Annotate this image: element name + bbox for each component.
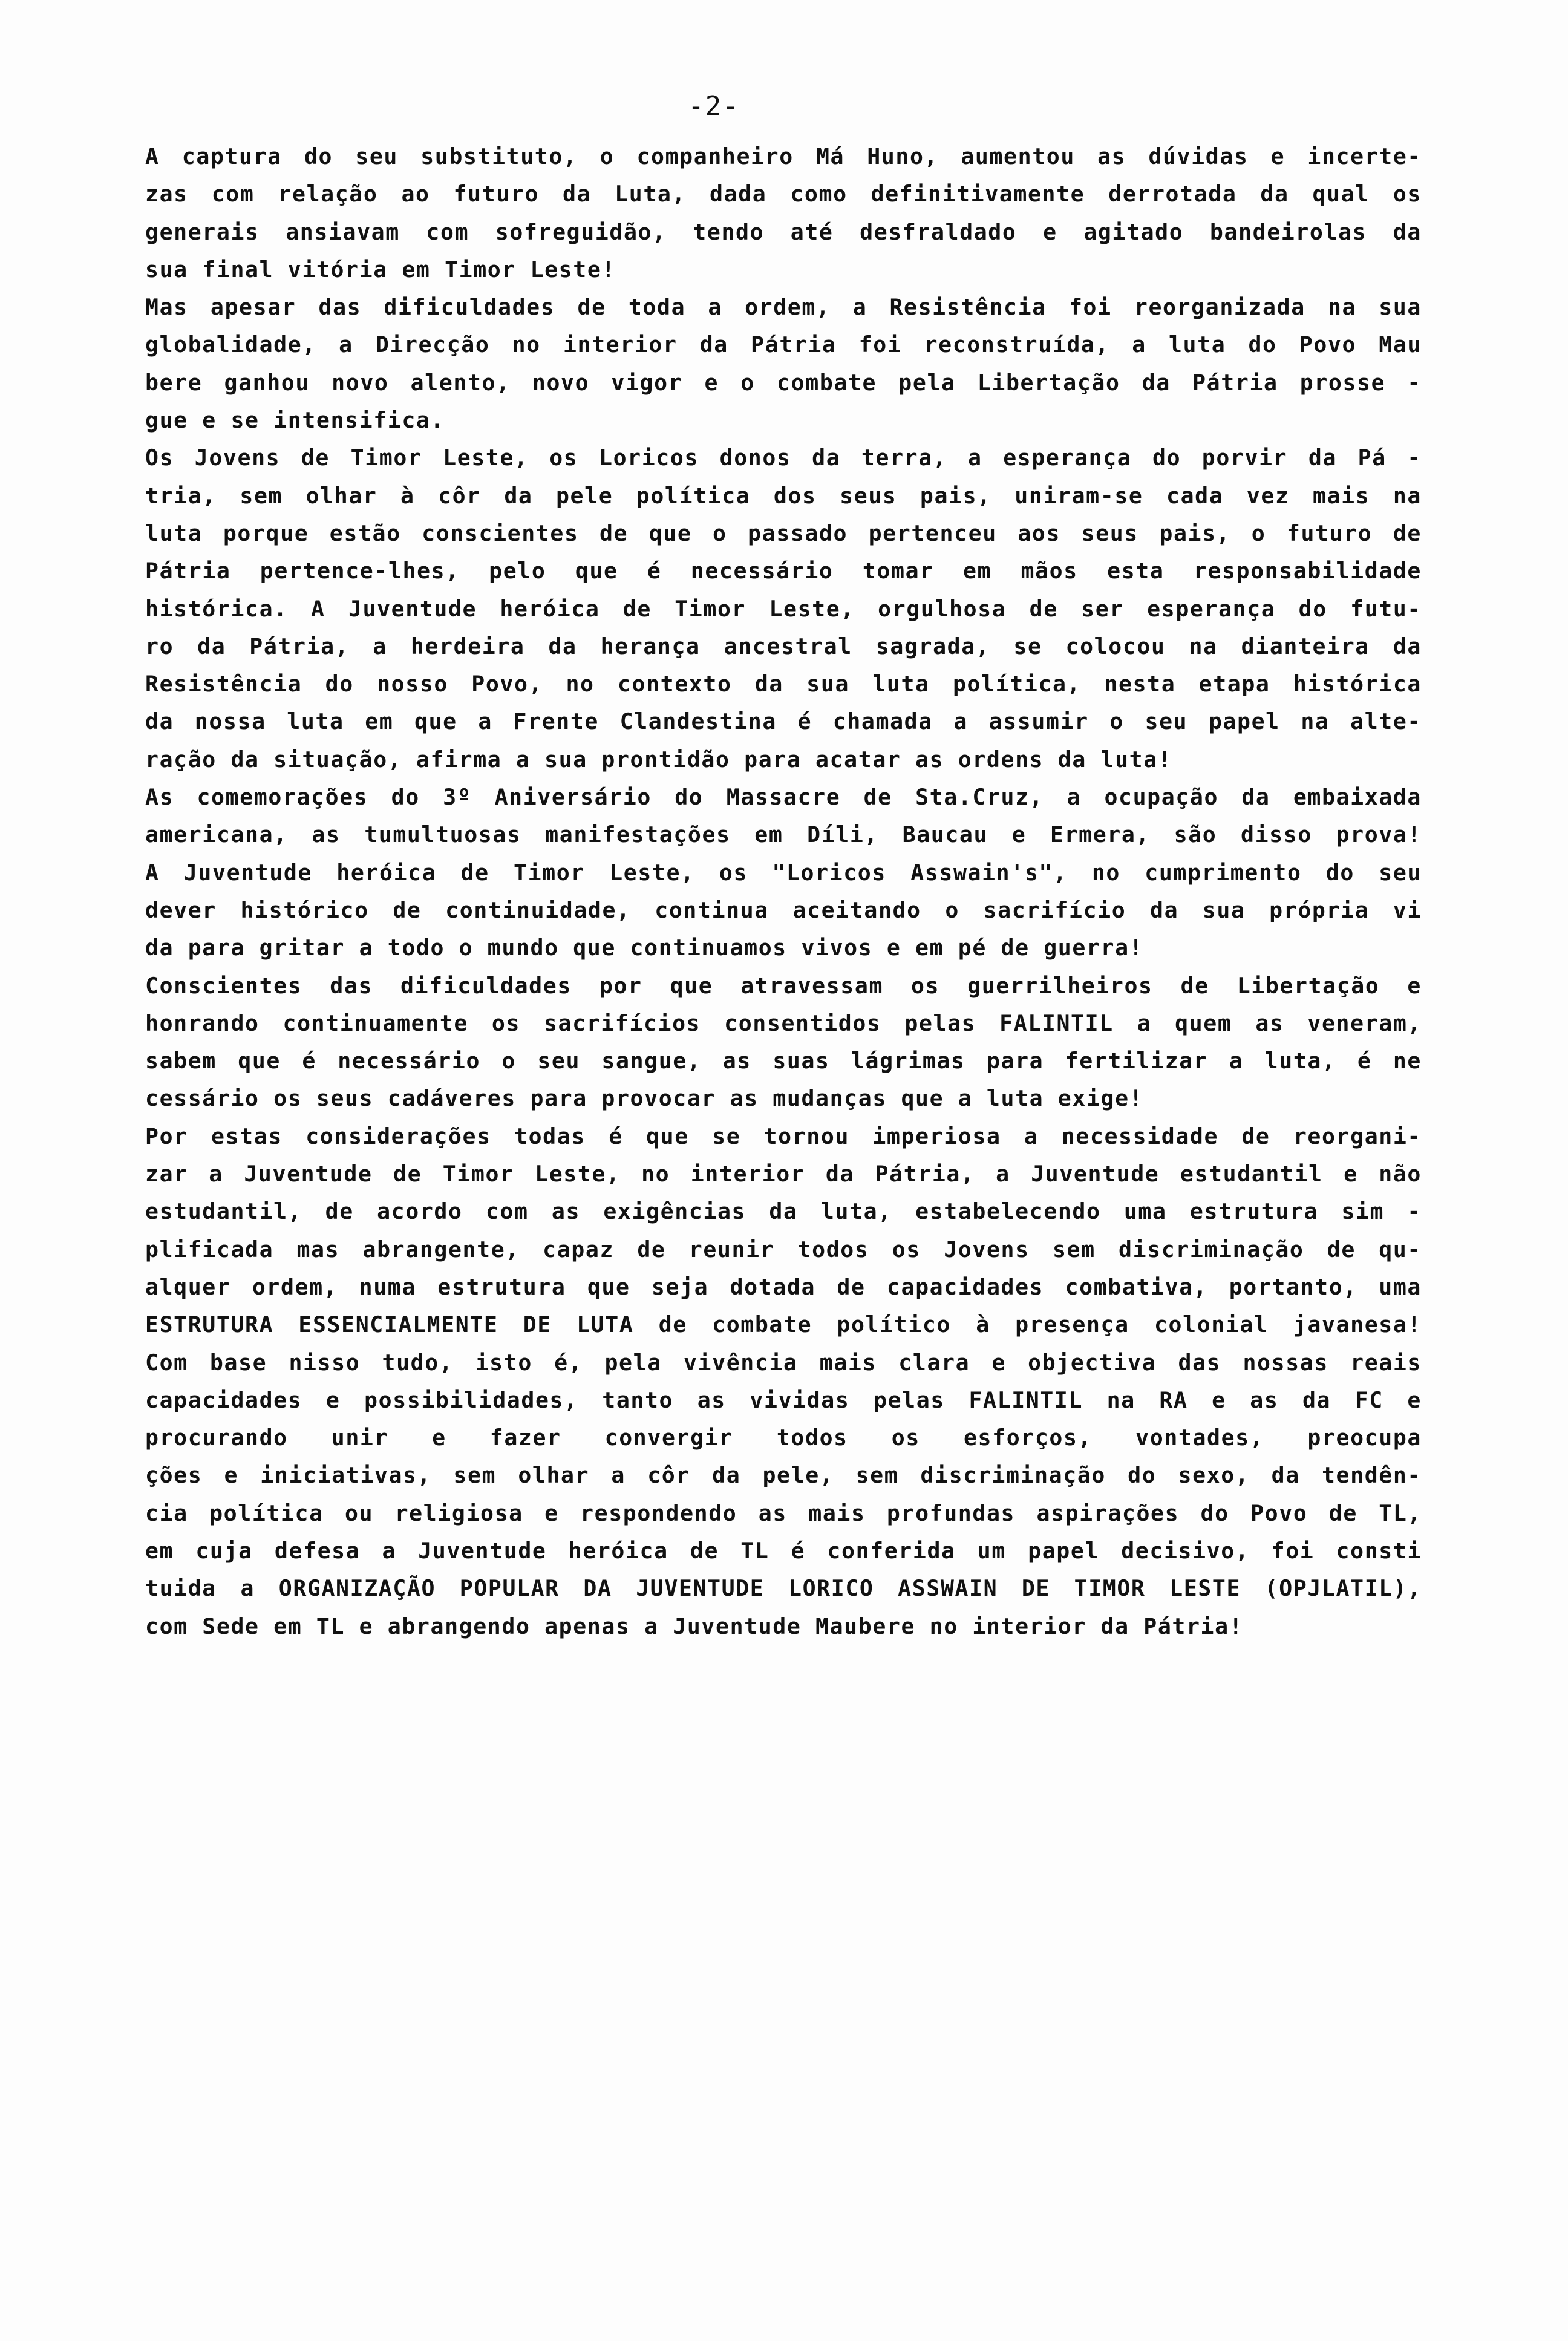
text-line: tria, sem olhar à côr da pele política dos seus pais, uniram-se cada vez mais na xyxy=(145,482,1422,509)
text-line: zas com relação ao futuro da Luta, dada como definitivamente derrotada da qual os xyxy=(145,181,1422,207)
text-line: cessário os seus cadáveres para provocar as mudanças que a luta exige! xyxy=(145,1085,1144,1112)
text-line: Os Jovens de Timor Leste, os Loricos donos da terra, a esperança do porvir da Pá - xyxy=(145,445,1422,471)
text-line: A captura do seu substituto, o companheiro Má Huno, aumentou as dúvidas e incerte- xyxy=(145,143,1422,169)
text-line: Resistência do nosso Povo, no contexto da sua luta política, nesta etapa histórica xyxy=(145,671,1422,697)
text-line: Por estas considerações todas é que se tornou imperiosa a necessidade de reorgani- xyxy=(145,1123,1422,1149)
text-line: sabem que é necessário o seu sangue, as suas lágrimas para fertilizar a luta, é ne xyxy=(145,1048,1422,1074)
text-line: em cuja defesa a Juventude heróica de TL é conferida um papel decisivo, foi consti xyxy=(145,1537,1422,1564)
text-line: generais ansiavam com sofreguidão, tendo até desfraldado e agitado bandeirolas da xyxy=(145,218,1422,245)
text-line: estudantil, de acordo com as exigências da luta, estabelecendo uma estrutura sim - xyxy=(145,1198,1422,1225)
text-line: da nossa luta em que a Frente Clandestina é chamada a assumir o seu papel na alte- xyxy=(145,708,1422,735)
text-line: globalidade, a Direcção no interior da Pátria foi reconstruída, a luta do Povo Mau xyxy=(145,331,1422,358)
paragraph xyxy=(145,779,1422,967)
text-line: gue e se intensifica. xyxy=(145,407,445,434)
text-line: zar a Juventude de Timor Leste, no interior da Pátria, a Juventude estudantil e não xyxy=(145,1161,1422,1187)
paragraph xyxy=(145,967,1422,1118)
text-line: honrando continuamente os sacrifícios consentidos pelas FALINTIL a quem as veneram, xyxy=(145,1010,1422,1036)
text-line: da para gritar a todo o mundo que continuamos vivos e em pé de guerra! xyxy=(145,935,1144,961)
text-line: cia política ou religiosa e respondendo as mais profundas aspirações do Povo de TL, xyxy=(145,1500,1422,1526)
paragraph xyxy=(145,289,1422,439)
text-line: dever histórico de continuidade, continua aceitando o sacrifício da sua própria vi xyxy=(145,896,1422,923)
page-number: -2- xyxy=(688,91,740,122)
text-line: ro da Pátria, a herdeira da herança ancestral sagrada, se colocou na dianteira da xyxy=(145,633,1422,659)
text-line: alquer ordem, numa estrutura que seja dotada de capacidades combativa, portanto, uma xyxy=(145,1273,1422,1300)
text-line: luta porque estão conscientes de que o passado pertenceu aos seus pais, o futuro de xyxy=(145,520,1422,546)
paragraph xyxy=(145,439,1422,779)
text-line: As comemorações do 3º Aniversário do Massacre de Sta.Cruz, a ocupação da embaixada xyxy=(145,784,1422,811)
text-line: ESTRUTURA ESSENCIALMENTE DE LUTA de combate político à presença colonial javanesa! xyxy=(145,1311,1422,1338)
text-line: plificada mas abrangente, capaz de reunir todos os Jovens sem discriminação de qu- xyxy=(145,1236,1422,1262)
text-line: Mas apesar das dificuldades de toda a ordem, a Resistência foi reorganizada na sua xyxy=(145,294,1422,321)
text-line: Conscientes das dificuldades por que atravessam os guerrilheiros de Libertação e xyxy=(145,972,1422,999)
text-line: histórica. A Juventude heróica de Timor Leste, orgulhosa de ser esperança do futu- xyxy=(145,595,1422,622)
text-line: A Juventude heróica de Timor Leste, os "Loricos Asswain's", no cumprimento do seu xyxy=(145,859,1422,886)
text-line: ração da situação, afirma a sua prontidão para acatar as ordens da luta! xyxy=(145,746,1172,772)
text-line: procurando unir e fazer convergir todos os esforços, vontades, preocupa xyxy=(145,1425,1422,1451)
text-line: com Sede em TL e abrangendo apenas a Juventude Maubere no interior da Pátria! xyxy=(145,1613,1244,1639)
text-line: sua final vitória em Timor Leste! xyxy=(145,256,616,282)
text-line: americana, as tumultuosas manifestações em Díli, Baucau e Ermera, são disso prova! xyxy=(145,821,1422,848)
text-line: capacidades e possibilidades, tanto as vividas pelas FALINTIL na RA e as da FC e xyxy=(145,1386,1422,1413)
paragraph xyxy=(145,1118,1422,1645)
document-body xyxy=(145,138,1422,1645)
text-line: ções e iniciativas, sem olhar a côr da pele, sem discriminação do sexo, da tendên- xyxy=(145,1462,1422,1489)
text-line: Com base nisso tudo, isto é, pela vivência mais clara e objectiva das nossas reais xyxy=(145,1349,1422,1376)
text-line: Pátria pertence-lhes, pelo que é necessário tomar em mãos esta responsabilidade xyxy=(145,558,1422,584)
text-line: bere ganhou novo alento, novo vigor e o combate pela Libertação da Pátria prosse - xyxy=(145,369,1422,396)
paragraph xyxy=(145,138,1422,289)
text-line: tuida a ORGANIZAÇÃO POPULAR DA JUVENTUDE LORICO ASSWAIN DE TIMOR LESTE (OPJLATIL), xyxy=(145,1575,1422,1602)
